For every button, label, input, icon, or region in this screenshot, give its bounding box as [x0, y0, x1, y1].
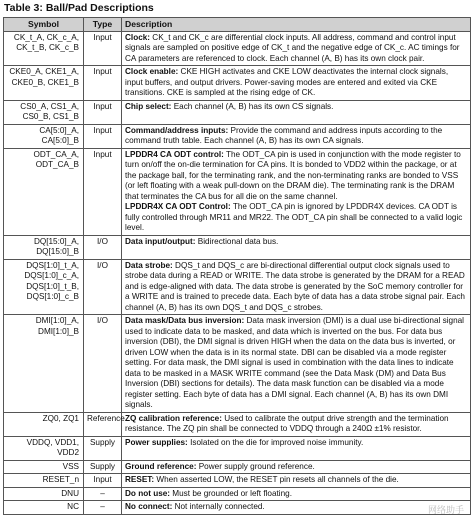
description-title: Do not use: [125, 488, 171, 498]
type-cell: Input [84, 124, 122, 148]
symbol-cell: NC [4, 501, 84, 515]
type-cell: – [84, 501, 122, 515]
symbol-cell: DMI[1:0]_A, DMI[1:0]_B [4, 315, 84, 413]
description-paragraph [125, 438, 467, 449]
header-symbol: Symbol [4, 18, 84, 32]
ball-pad-table [3, 17, 471, 515]
description-cell [122, 315, 471, 413]
table-row [4, 460, 471, 474]
description-title: Clock: [125, 32, 151, 42]
type-cell: I/O [84, 259, 122, 315]
table-row [4, 315, 471, 413]
description-cell [122, 501, 471, 515]
description-title: Data strobe: [125, 260, 173, 270]
type-cell: Input [84, 66, 122, 101]
table-caption: Table 3: Ball/Pad Descriptions [4, 2, 154, 14]
description-text: Power supply ground reference. [196, 461, 315, 471]
description-text: CK_t and CK_c are differential clock inputs. All address, command and control input signals are sampled on positive edge of CK_t and the negative edge of CK_c. AC timings for CA parameters are referenced to clock. Each channel (A, B) has its own clock pair. [125, 32, 460, 63]
header-type: Type [84, 18, 122, 32]
description-text: Each channel (A, B) has its own CS signals. [171, 101, 334, 111]
symbol-cell: DQS[1:0]_t_A, DQS[1:0]_c_A, DQS[1:0]_t_B, DQS[1:0]_c_B [4, 259, 84, 315]
description-text: Not internally connected. [172, 502, 265, 511]
watermark: 网络助手 [427, 505, 464, 515]
table-row [4, 487, 471, 501]
table-row [4, 124, 471, 148]
description-cell [122, 235, 471, 259]
description-title: Data mask/Data bus inversion: [125, 316, 245, 325]
description-text: When asserted LOW, the RESET pin resets all channels of the die. [154, 475, 399, 484]
description-paragraph [125, 33, 467, 65]
description-title: Chip select: [125, 101, 172, 111]
description-paragraph [125, 502, 467, 513]
description-cell [122, 148, 471, 235]
description-cell [122, 487, 471, 501]
description-title: Command/address inputs: [125, 125, 229, 135]
description-cell [122, 412, 471, 436]
table-row [4, 31, 471, 66]
table-row [4, 501, 471, 515]
description-cell [122, 259, 471, 315]
description-cell [122, 100, 471, 124]
symbol-cell: CKE0_A, CKE1_A, CKE0_B, CKE1_B [4, 66, 84, 101]
type-cell: Supply [84, 460, 122, 474]
description-title: Data input/output: [125, 236, 196, 246]
type-cell: I/O [84, 315, 122, 413]
description-title: ZQ calibration reference: [125, 413, 222, 423]
symbol-cell: DQ[15:0]_A, DQ[15:0]_B [4, 235, 84, 259]
type-cell: Input [84, 148, 122, 235]
description-text: Used to calibrate the output drive strength and the termination resistance. The ZQ pin shall be connected to VDDQ through a 240Ω ±1% resistor. [125, 413, 449, 433]
description-text: DQS_t and DQS_c are bi-directional differential output clock signals used to strobe data during a READ or WRITE. The data strobe is generated by the DRAM for a READ and is edge-aligned with data. The data strobe is generated by the SoC memory controller for a WRITE and is trained to precede data. Each byte of data has a data strobe signal pair. Each channel (A, B) has its own DQS_t and DQS_c strobes. [125, 260, 465, 312]
symbol-cell: VSS [4, 460, 84, 474]
description-cell [122, 124, 471, 148]
symbol-cell: DNU [4, 487, 84, 501]
description-paragraph [125, 102, 467, 113]
description-title: Power supplies: [125, 437, 188, 447]
description-cell [122, 460, 471, 474]
table-row [4, 436, 471, 460]
description-paragraph [125, 150, 467, 203]
type-cell: Input [84, 31, 122, 66]
description-paragraph [125, 475, 467, 486]
description-title: No connect: [125, 502, 173, 511]
symbol-cell: CA[5:0]_A, CA[5:0]_B [4, 124, 84, 148]
description-text: Provide the command and address inputs according to the command truth table. Each channel (A, B) has its own CA signals. [125, 125, 443, 145]
description-text: The ODT_CA pin is ignored by LPDDR4X devices. CA ODT is fully controlled through MR11 and MR22. The ODT_CA pin shall be connected to a valid logic level. [125, 202, 463, 232]
description-text: The ODT_CA pin is used in conjunction with the mode register to turn on/off the on-die termination for CA pins. It is bonded to VDD2 within the package, or at the package ball, for the terminating rank, and the non-terminating ranks are bonded to VSS (or left floating with a weak pull-down on the DRAM die). The terminating rank is the DRAM that terminates the CA bus for all die on the same channel. [125, 149, 461, 201]
description-paragraph [125, 67, 467, 99]
symbol-cell: VDDQ, VDD1, VDD2 [4, 436, 84, 460]
table-row [4, 474, 471, 488]
description-paragraph [125, 126, 467, 147]
table-row [4, 100, 471, 124]
description-paragraph [125, 261, 467, 314]
type-cell: Input [84, 474, 122, 488]
description-title: Ground reference: [125, 461, 197, 471]
description-paragraph [125, 414, 467, 435]
description-text: Must be grounded or left floating. [170, 488, 293, 498]
type-cell: Reference [84, 412, 122, 436]
header-description: Description [122, 18, 471, 32]
description-cell [122, 474, 471, 488]
symbol-cell: ODT_CA_A, ODT_CA_B [4, 148, 84, 235]
table-row [4, 235, 471, 259]
table-row [4, 66, 471, 101]
table-header-row [4, 18, 471, 32]
description-cell [122, 66, 471, 101]
description-title: LPDDR4 CA ODT control: [125, 149, 224, 159]
description-title: LPDDR4X CA ODT Control: [125, 202, 231, 211]
table-row [4, 412, 471, 436]
description-paragraph [125, 237, 467, 248]
table-row [4, 148, 471, 235]
description-text: Isolated on the die for improved noise immunity. [187, 437, 364, 447]
symbol-cell: CS0_A, CS1_A, CS0_B, CS1_B [4, 100, 84, 124]
description-cell [122, 31, 471, 66]
type-cell: – [84, 487, 122, 501]
type-cell: I/O [84, 235, 122, 259]
symbol-cell: RESET_n [4, 474, 84, 488]
description-title: RESET: [125, 475, 155, 484]
symbol-cell: CK_t_A, CK_c_A, CK_t_B, CK_c_B [4, 31, 84, 66]
description-paragraph [125, 489, 467, 500]
description-text: Bidirectional data bus. [195, 236, 279, 246]
description-text: Data mask inversion (DMI) is a dual use bi-directional signal used to indicate data to be masked, and data which is inverted on the bus. For data bus inversion (DBI), the DMI signal is driven HIGH when the data on the data bus is inverted, or driven LOW when the data is in its normal state. DBI can be disabled via a mode register setting. For data mask, the DMI signal is used in combination with the data lines to indicate data to be masked in a MASK WRITE command (see the Data Mask (DM) and Data Bus Inversion (DBI) sections for details). The data mask function can be disabled via a mode register setting. Each byte of data has a DMI signal. Each channel (A, B) has its own DMI signals. [125, 316, 465, 409]
type-cell: Input [84, 100, 122, 124]
description-paragraph [125, 202, 467, 234]
symbol-cell: ZQ0, ZQ1 [4, 412, 84, 436]
description-paragraph [125, 462, 467, 473]
table-row [4, 259, 471, 315]
description-title: Clock enable: [125, 67, 179, 76]
type-cell: Supply [84, 436, 122, 460]
description-text: CKE HIGH activates and CKE LOW deactivates the internal clock signals, input buffers, and output drivers. Power-saving modes are entered and exited via CKE transitions. CKE is sampled at the rising edge of CK. [125, 67, 449, 97]
description-paragraph [125, 316, 467, 411]
description-cell [122, 436, 471, 460]
